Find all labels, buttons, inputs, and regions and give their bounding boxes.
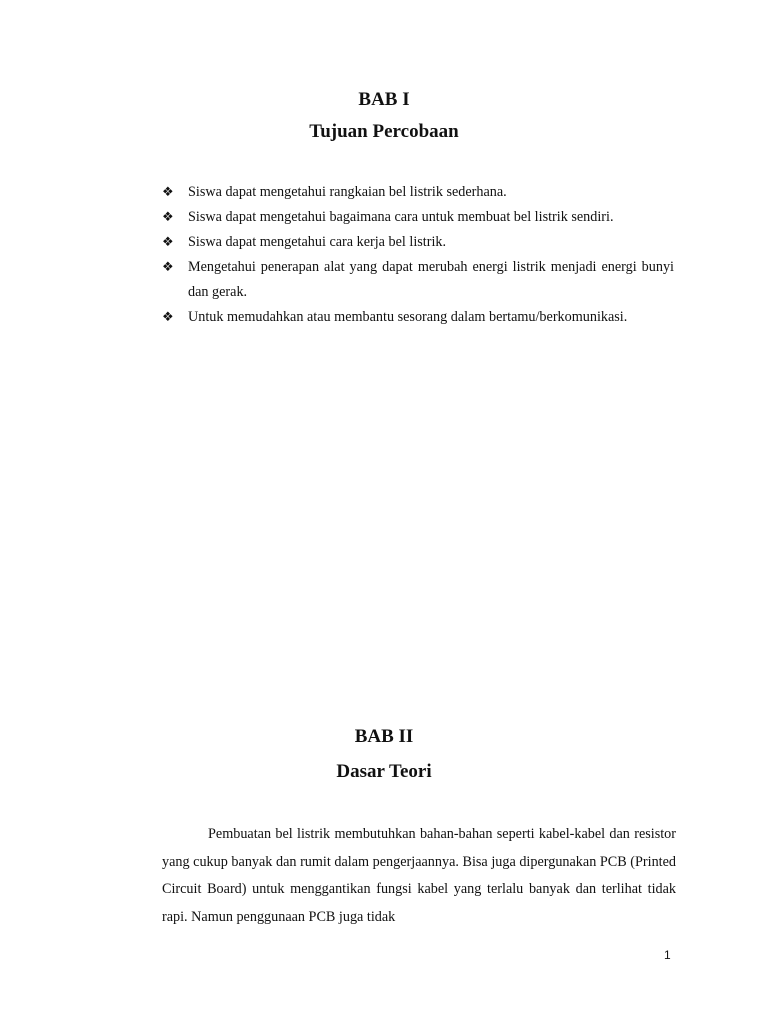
list-item-text: Mengetahui penerapan alat yang dapat merubah energi listrik menjadi energi bunyi dan gerak. <box>188 259 674 300</box>
diamond-bullet-icon: ❖ <box>162 185 174 200</box>
diamond-bullet-icon: ❖ <box>162 310 174 325</box>
chapter-2-label: BAB II <box>354 726 414 747</box>
chapter-1-title: Tujuan Percobaan <box>309 121 459 142</box>
diamond-bullet-icon: ❖ <box>162 260 174 275</box>
list-item-text: Siswa dapat mengetahui bagaimana cara untuk membuat bel listrik sendiri. <box>188 209 614 225</box>
list-item <box>162 230 674 255</box>
list-item-text: Siswa dapat mengetahui cara kerja bel listrik. <box>188 234 447 250</box>
list-item <box>162 180 674 205</box>
page-number: 1 <box>664 948 671 962</box>
list-item <box>162 305 674 330</box>
chapter-2-title: Dasar Teori <box>336 761 432 782</box>
diamond-bullet-icon: ❖ <box>162 210 174 225</box>
objectives-list <box>162 180 674 330</box>
chapter-1-label: BAB I <box>358 89 410 110</box>
list-item <box>162 255 674 305</box>
list-item-text: Untuk memudahkan atau membantu sesorang dalam bertamu/berkomunikasi. <box>188 309 628 325</box>
theory-paragraph: Pembuatan bel listrik membutuhkan bahan-bahan seperti kabel-kabel dan resistor yang cukup banyak dan rumit dalam pengerjaannya. Bisa juga dipergunakan PCB (Printed Circuit Board) untuk menggantikan fungsi kabel yang terlalu banyak dan terlihat tidak rapi. Namun penggunaan PCB juga tidak <box>162 826 676 925</box>
diamond-bullet-icon: ❖ <box>162 235 174 250</box>
list-item-text: Siswa dapat mengetahui rangkaian bel listrik sederhana. <box>188 184 507 200</box>
list-item <box>162 205 674 230</box>
